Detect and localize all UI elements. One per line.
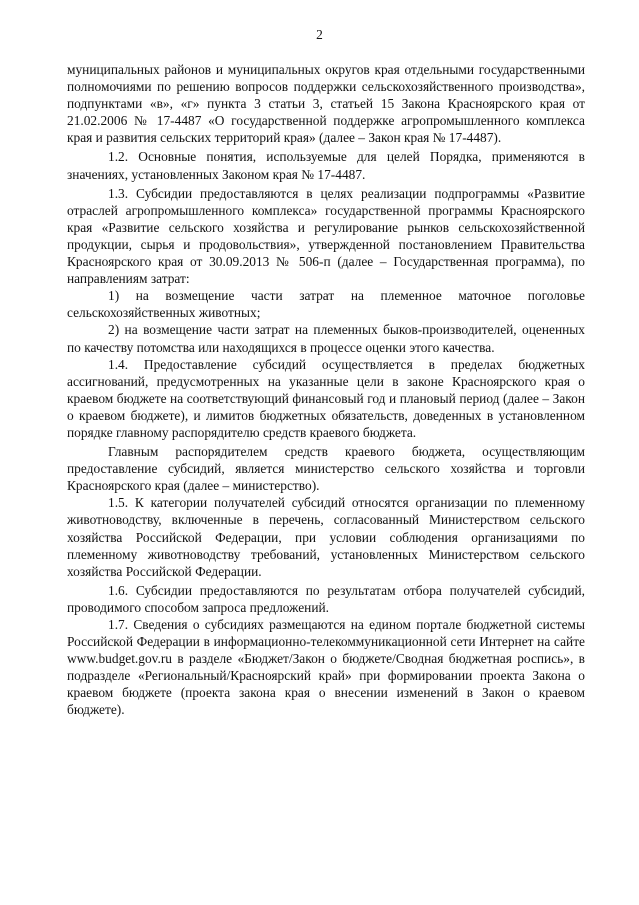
document-body	[67, 61, 585, 719]
paragraph-1-7: 1.7. Сведения о субсидиях размещаются на едином портале бюджетной системы Российской Федерации в информационно-телекоммуникационной сети Интернет на сайте www.budget.gov.ru в разделе «Бюджет/Закон о бюджете/Сводная бюджетная роспись», в подразделе «Региональный/Красноярский край» при формировании проекта Закона о краевом бюджете (проекта закона края о внесении изменений в Закон о краевом бюджете).	[67, 617, 585, 718]
page-number: 2	[316, 27, 323, 42]
paragraph-item-2: 2) на возмещение части затрат на племенных быков-производителей, оцененных по качеству потомства или находящихся в процессе оценки этого качества.	[67, 322, 585, 355]
paragraph-1-5: 1.5. К категории получателей субсидий относятся организации по племенному животноводству, включенные в перечень, согласованный Министерством сельского хозяйства Российской Федерации, при условии соблюдения организациями по племенному животноводству требований, установленных Министерством сельского хозяйства Российской Федерации.	[67, 495, 585, 579]
paragraph-continuation: муниципальных районов и муниципальных округов края отдельными государственными полномочиями по решению вопросов поддержки сельскохозяйственного производства», подпунктами «в», «г» пункта 3 статьи 3, статьей 15 Закона Красноярского края от 21.02.2006 № 17-4487 «О государственной поддержке агропромышленного комплекса края и развития сельских территорий края» (далее – Закон края № 17-4487).	[67, 62, 585, 146]
paragraph-1-2: 1.2. Основные понятия, используемые для целей Порядка, применяются в значениях, установленных Законом края № 17-4487.	[67, 149, 585, 182]
paragraph-item-1: 1) на возмещение части затрат на племенное маточное поголовье сельскохозяйственных животных;	[67, 288, 585, 321]
paragraph-1-3: 1.3. Субсидии предоставляются в целях реализации подпрограммы «Развитие отраслей агропромышленного комплекса» государственной программы Красноярского края «Развитие сельского хозяйства и регулирование рынков сельскохозяйственной продукции, сырья и продовольствия», утвержденной постановлением Правительства Красноярского края от 30.09.2013 № 506-п (далее – Государственная программа), по направлениям затрат:	[67, 185, 585, 287]
paragraph-main-distributor: Главным распорядителем средств краевого бюджета, осуществляющим предоставление субсидий, является министерство сельского хозяйства и торговли Красноярского края (далее – министерство).	[67, 444, 585, 494]
paragraph-1-6: 1.6. Субсидии предоставляются по результатам отбора получателей субсидий, проводимого способом запроса предложений.	[67, 582, 585, 615]
paragraph-1-4: 1.4. Предоставление субсидий осуществляется в пределах бюджетных ассигнований, предусмотренных на указанные цели в законе Красноярского края о краевом бюджете на соответствующий финансовый год и плановый период (далее – Закон о краевом бюджете), и лимитов бюджетных обязательств, доведенных в установленном порядке главному распорядителю средств краевого бюджета.	[67, 356, 585, 440]
